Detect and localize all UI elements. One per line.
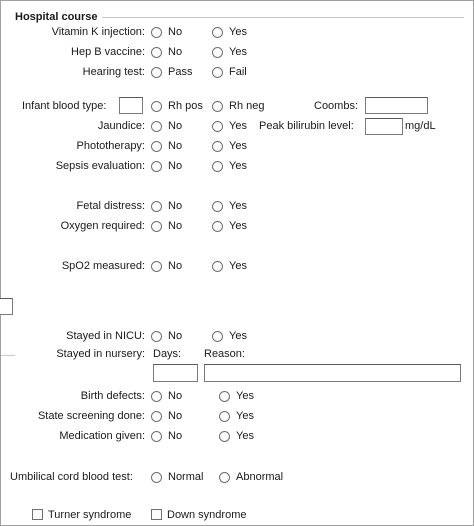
blood-type-input[interactable] (119, 97, 143, 114)
vitamin-k-yes-label[interactable]: Yes (229, 26, 247, 38)
hearing-pass-label[interactable]: Pass (168, 66, 193, 78)
phototherapy-label: Phototherapy: (76, 140, 145, 152)
fetal-distress-label: Fetal distress: (76, 200, 145, 212)
hep-b-yes-radio[interactable] (212, 47, 223, 58)
state-screening-yes-label[interactable]: Yes (236, 410, 254, 422)
peak-bilirubin-label: Peak bilirubin level: (259, 120, 354, 132)
spo2-no-radio[interactable] (151, 261, 162, 272)
peak-bilirubin-input[interactable] (365, 118, 403, 135)
nursery-reason-input[interactable] (204, 364, 461, 382)
cord-blood-abnormal-label[interactable]: Abnormal (236, 471, 284, 483)
medication-label: Medication given: (59, 430, 145, 442)
fetal-distress-no-label[interactable]: No (168, 200, 183, 212)
jaundice-label: Jaundice: (97, 120, 145, 132)
hearing-fail-radio[interactable] (212, 67, 223, 78)
state-screening-no-label[interactable]: No (168, 410, 183, 422)
cord-blood-normal-radio[interactable] (151, 472, 162, 483)
coombs-label: Coombs: (314, 100, 359, 112)
phototherapy-yes-radio[interactable] (212, 141, 223, 152)
hearing-pass-radio[interactable] (151, 67, 162, 78)
nicu-yes-label[interactable]: Yes (229, 330, 247, 342)
hep-b-label: Hep B vaccine: (71, 46, 145, 58)
medication-no-label[interactable]: No (168, 430, 183, 442)
jaundice-yes-radio[interactable] (212, 121, 223, 132)
hep-b-no-radio[interactable] (151, 47, 162, 58)
hep-b-yes-label[interactable]: Yes (229, 46, 247, 58)
vitamin-k-label: Vitamin K injection: (51, 26, 145, 38)
spo2-no-label[interactable]: No (168, 260, 183, 272)
medication-no-radio[interactable] (151, 431, 162, 442)
nicu-label: Stayed in NICU: (66, 330, 145, 342)
state-screening-no-radio[interactable] (151, 411, 162, 422)
oxygen-no-radio[interactable] (151, 221, 162, 232)
birth-defects-yes-label[interactable]: Yes (236, 390, 254, 402)
nicu-yes-radio[interactable] (212, 331, 223, 342)
down-syndrome-label[interactable]: Down syndrome (167, 509, 247, 521)
cord-blood-abnormal-radio[interactable] (219, 472, 230, 483)
birth-defects-no-radio[interactable] (151, 391, 162, 402)
spo2-yes-label[interactable]: Yes (229, 260, 247, 272)
fetal-distress-yes-radio[interactable] (212, 201, 223, 212)
nursery-label: Stayed in nursery: (56, 348, 145, 360)
rh-neg-label[interactable]: Rh neg (229, 100, 265, 112)
bilirubin-unit: mg/dL (405, 120, 436, 132)
spo2-yes-radio[interactable] (212, 261, 223, 272)
fetal-distress-yes-label[interactable]: Yes (229, 200, 247, 212)
nicu-no-label[interactable]: No (168, 330, 183, 342)
hearing-fail-label[interactable]: Fail (229, 66, 247, 78)
nursery-days-label: Days: (153, 348, 182, 360)
vitamin-k-yes-radio[interactable] (212, 27, 223, 38)
oxygen-no-label[interactable]: No (168, 220, 183, 232)
oxygen-yes-radio[interactable] (212, 221, 223, 232)
rh-pos-radio[interactable] (151, 101, 162, 112)
phototherapy-yes-label[interactable]: Yes (229, 140, 247, 152)
jaundice-no-radio[interactable] (151, 121, 162, 132)
phototherapy-no-radio[interactable] (151, 141, 162, 152)
blood-type-label: Infant blood type: (22, 100, 107, 112)
birth-defects-yes-radio[interactable] (219, 391, 230, 402)
clipped-input[interactable] (0, 298, 13, 315)
sepsis-no-radio[interactable] (151, 161, 162, 172)
medication-yes-radio[interactable] (219, 431, 230, 442)
rh-neg-radio[interactable] (212, 101, 223, 112)
nursery-days-input[interactable] (153, 364, 198, 382)
section-divider (102, 17, 464, 18)
sepsis-label: Sepsis evaluation: (55, 160, 145, 172)
rh-pos-label[interactable]: Rh pos (168, 100, 203, 112)
medication-yes-label[interactable]: Yes (236, 430, 254, 442)
spo2-label: SpO2 measured: (61, 260, 145, 272)
coombs-input[interactable] (365, 97, 428, 114)
left-divider (1, 355, 15, 356)
birth-defects-label: Birth defects: (80, 390, 145, 402)
hearing-test-label: Hearing test: (82, 66, 145, 78)
jaundice-yes-label[interactable]: Yes (229, 120, 247, 132)
state-screening-yes-radio[interactable] (219, 411, 230, 422)
fetal-distress-no-radio[interactable] (151, 201, 162, 212)
birth-defects-no-label[interactable]: No (168, 390, 183, 402)
turner-syndrome-label[interactable]: Turner syndrome (48, 509, 132, 521)
hep-b-no-label[interactable]: No (168, 46, 183, 58)
jaundice-no-label[interactable]: No (168, 120, 183, 132)
vitamin-k-no-label[interactable]: No (168, 26, 183, 38)
sepsis-no-label[interactable]: No (168, 160, 183, 172)
oxygen-yes-label[interactable]: Yes (229, 220, 247, 232)
phototherapy-no-label[interactable]: No (168, 140, 183, 152)
sepsis-yes-radio[interactable] (212, 161, 223, 172)
state-screening-label: State screening done: (37, 410, 145, 422)
nursery-reason-label: Reason: (204, 348, 245, 360)
section-title: Hospital course (15, 11, 98, 23)
cord-blood-normal-label[interactable]: Normal (168, 471, 204, 483)
sepsis-yes-label[interactable]: Yes (229, 160, 247, 172)
down-syndrome-checkbox[interactable] (151, 509, 162, 520)
oxygen-label: Oxygen required: (60, 220, 145, 232)
vitamin-k-no-radio[interactable] (151, 27, 162, 38)
turner-syndrome-checkbox[interactable] (32, 509, 43, 520)
nicu-no-radio[interactable] (151, 331, 162, 342)
cord-blood-label: Umbilical cord blood test: (10, 471, 133, 483)
